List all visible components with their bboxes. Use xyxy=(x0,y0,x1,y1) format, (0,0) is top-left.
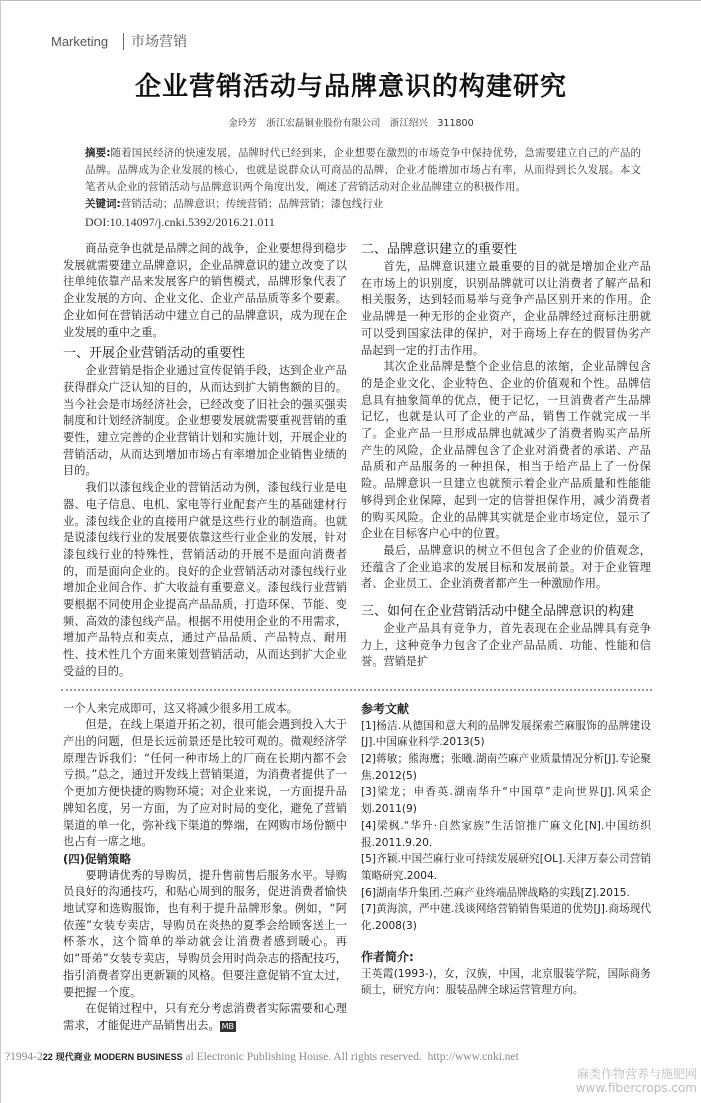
top-columns xyxy=(63,241,651,681)
intro-paragraph: 商品竞争也就是品牌之间的战争，企业要想得到稳步发展就需要建立品牌意识，企业品牌意识的建立改变了以往单纯依靠产品来发展客户的销售模式，品牌形象代表了企业发展的方向、企业文化、企业产品品质等多个要素。企业如何在营销活动中建立自己的品牌意识，成为现在企业发展的重中之重。 xyxy=(63,242,347,339)
abstract-label: 摘要: xyxy=(85,147,111,159)
keywords-label: 关键词: xyxy=(85,198,121,210)
subsection-heading: (四)促销策略 xyxy=(63,851,132,866)
watermark xyxy=(1,1067,697,1095)
running-header xyxy=(51,31,701,51)
paragraph: 首先，品牌意识建立最重要的目的就是增加企业产品在市场上的识别度，识别品牌就可以让消费者了解产品和相关服务，达到轻而易举与竞争产品区别开来的作用。企业品牌是一种无形的企业资产，企业品牌经过商标注册就可以受到国家法律的保护，对于商场上存在的假冒伪劣产品起到一定的打击作用。 xyxy=(361,260,651,357)
reference-item: [4]梁枫.“华升·自然家族”生活馆推广麻文化[N].中国纺织报.2011.9.20. xyxy=(361,819,651,849)
footer-url[interactable]: http://www.cnki.net xyxy=(427,1050,519,1063)
reference-item: [5]齐颖.中国苎麻行业可持续发展研究[OL].天津万泰公司营销策略研究.2004. xyxy=(361,853,651,882)
dotted-divider xyxy=(61,689,652,691)
reference-item: [3]梁龙；申香英.湖南华升“中国草”走向世界[J].风采企划.2011(9) xyxy=(361,786,651,816)
paragraph-text: 在促销过程中，只有充分考虑消费者实际需要和心理需求，才能促进产品销售出去。 xyxy=(63,1002,347,1032)
left-column-bottom xyxy=(63,701,347,1035)
paragraph: 一个人来完成即可，这又将减少很多用工成本。 xyxy=(63,701,298,715)
left-column-top xyxy=(63,241,347,681)
bottom-columns xyxy=(63,701,651,1035)
paragraph: 企业产品具有竞争力，首先表现在企业品牌具有竞争力上，这种竞争力包含了企业产品品质、功能、性能和信誉。营销是扩 xyxy=(361,622,651,669)
paragraph: 企业营销是指企业通过宣传促销手段，达到企业产品获得群众广泛认知的目的，从而达到扩大销售额的目的。当今社会是市场经济社会，已经改变了旧社会的强买强卖制度和计划经济制度。企业想要发展就需要重视营销的重要性，建立完善的企业营销计划和实施计划，开展企业的营销活动，从而达到增加市场占有率增加企业销售业绩的目的。 xyxy=(63,364,347,478)
article-title: 企业营销活动与品牌意识的构建研究 xyxy=(134,72,567,102)
paragraph: 最后，品牌意识的树立不但包含了企业的价值观念，还蕴含了企业追求的发展目标和发展前景。对于企业管理者、企业员工、企业消费者都产生一种激励作用。 xyxy=(361,543,651,591)
paragraph: 其次企业品牌是整个企业信息的浓缩，企业品牌包含的是企业文化、企业特色、企业的价值观和个性。品牌信息具有抽象简单的优点，便于记忆，一旦消费者产生品牌记忆，也就是认可了企业的产品，销售工作就完成一半了。企业产品一旦形成品牌也就减少了消费者购买产品所产生的风险，企业品牌包含了企业对消费者的承诺、产品品质和产品服务的一种担保，相当于给产品上了一份保险。品牌意识一旦建立也就预示着企业产品质量和性能能够得到企业保障，起到一定的信誉担保作用，减少消费者的购买风险。企业的品牌其实就是企业市场定位，显示了企业在目标客户心中的位置。 xyxy=(361,360,651,541)
keywords xyxy=(85,196,641,213)
author-bio-title: 作者简介: xyxy=(361,949,414,964)
section-heading-3: 三、如何在企业营销活动中健全品牌意识的构建 xyxy=(361,604,635,620)
abstract-block xyxy=(85,145,641,231)
reference-item: [2]蒋敏；熊海鹰；张曦.湖南苎麻产业质量情况分析[J].专论聚焦.2012(5) xyxy=(361,752,651,782)
abstract-text: 随着国民经济的快速发展，品牌时代已经到来，企业想要在激烈的市场竞争中保持优势，急需要建立自己的产品的品牌。品牌成为企业发展的核心，也就是说群众认可商品的品牌，企业才能增加市场占有率，从而得到长久发展。本文笔者从企业的营销活动与品牌意识两个角度出发，阐述了营销活动对企业品牌建立的积极作用。 xyxy=(85,147,641,193)
abstract xyxy=(85,145,641,196)
paragraph: 我们以漆包线企业的营销活动为例，漆包线行业是电器、电子信息、电机、家电等行业配套产生的基础建材行业。漆包线企业的直接用户就是这些行业的制造商。也就是说漆包线行业的发展要依靠这些行业企业的发展，针对漆包线行业的特殊性，营销活动的开展不是面向消费者的，而是面向企业的。良好的企业营销活动对漆包线行业增加企业间合作、扩大收益有重要意义。漆包线行业营销要根据不同使用企业提高产品品质，打造环保、节能、变频、高效的漆包线产品。根据不用使用企业的不用需求，增加产品特点和卖点，通过产品品质、产品特点、耐用性、技术性几个方面来策划营销活动，从而达到扩大企业受益的目的。 xyxy=(63,481,347,678)
reference-item: [7]黄海滨，严中建.浅谈网络营销销售渠道的优势[J].商场现代化.2008(3) xyxy=(361,903,651,933)
paragraph: 要聘请优秀的导购员，提升售前售后服务水平。导购员良好的沟通技巧，和贴心周到的服务，促进消费者愉快地试穿和选购服饰，也有利于提升品牌形象。例如，“阿依莲”女装专卖店，导购员在炎热的夏季会给顾客送上一杯茶水，这个简单的举动就会让消费者感到暖心。再如“哥弟”女装专卖店，导购员会用时尚杂志的搭配技巧，指引消费者穿出更新颖的风格。但要注意促销不宜太过，要把握一个度。 xyxy=(63,868,347,999)
paragraph xyxy=(63,1001,347,1034)
journal-name: 现代商业 MODERN BUSINESS xyxy=(55,1051,183,1062)
right-column-top xyxy=(361,241,651,671)
header-divider xyxy=(123,33,124,50)
keywords-text: 营销活动；品牌意识；传统营销；品牌营销；漆包线行业 xyxy=(120,198,384,210)
references xyxy=(361,701,651,1000)
section-heading-2: 二、品牌意识建立的重要性 xyxy=(361,242,518,257)
page-number: 22 xyxy=(42,1051,53,1062)
reference-item: [6]湖南华升集团.苎麻产业终端品牌战略的实践[Z].2015. xyxy=(361,886,630,899)
footer xyxy=(5,1049,697,1065)
watermark-line1: 麻类作物营养与施肥网 xyxy=(576,1066,697,1081)
paragraph: 但是，在线上渠道开拓之初，很可能会遇到投入大于产出的问题，但是长远前景还是比较可观的。微观经济学原理告诉我们：“任何一种市场上的厂商在长期内都不会亏损。”总之，通过开发线上营销渠道，为消费者提供了一个更加方便快捷的购物环境；对企业来说，一方面提升品牌知名度，另一方面，为了应对时局的变化，避免了营销渠道的单一化，弥补线下渠道的弊端，在网购市场份额中也占有一席之地。 xyxy=(63,718,347,849)
section-label-cn: 市场营销 xyxy=(131,34,187,50)
footer-prefix: ?1994-2 xyxy=(5,1050,43,1063)
watermark-line2: www.fibercrops.com xyxy=(575,1080,697,1095)
author-line: 金玲芳 浙江宏磊铜业股份有限公司 浙江绍兴 311800 xyxy=(228,118,474,129)
references-title: 参考文献 xyxy=(361,701,410,716)
footer-copyright: al Electronic Publishing House. All rights reserved. xyxy=(185,1050,422,1063)
reference-item: [1]杨洁.从德国和意大利的品牌发展探索苎麻服饰的品牌建设[J].中国麻业科学.2013(5) xyxy=(361,719,651,749)
end-mark-icon: MB xyxy=(221,1021,235,1031)
section-label-en: Marketing xyxy=(51,33,109,49)
section-heading-1: 一、开展企业营销活动的重要性 xyxy=(63,346,246,362)
author-bio-text: 王英霞(1993-)，女，汉族，中国，北京服装学院，国际商务硕士，研究方向：服装品牌全球运营管理方向。 xyxy=(361,967,651,997)
doi: DOI:10.14097/j.cnki.5392/2016.21.011 xyxy=(85,215,275,229)
